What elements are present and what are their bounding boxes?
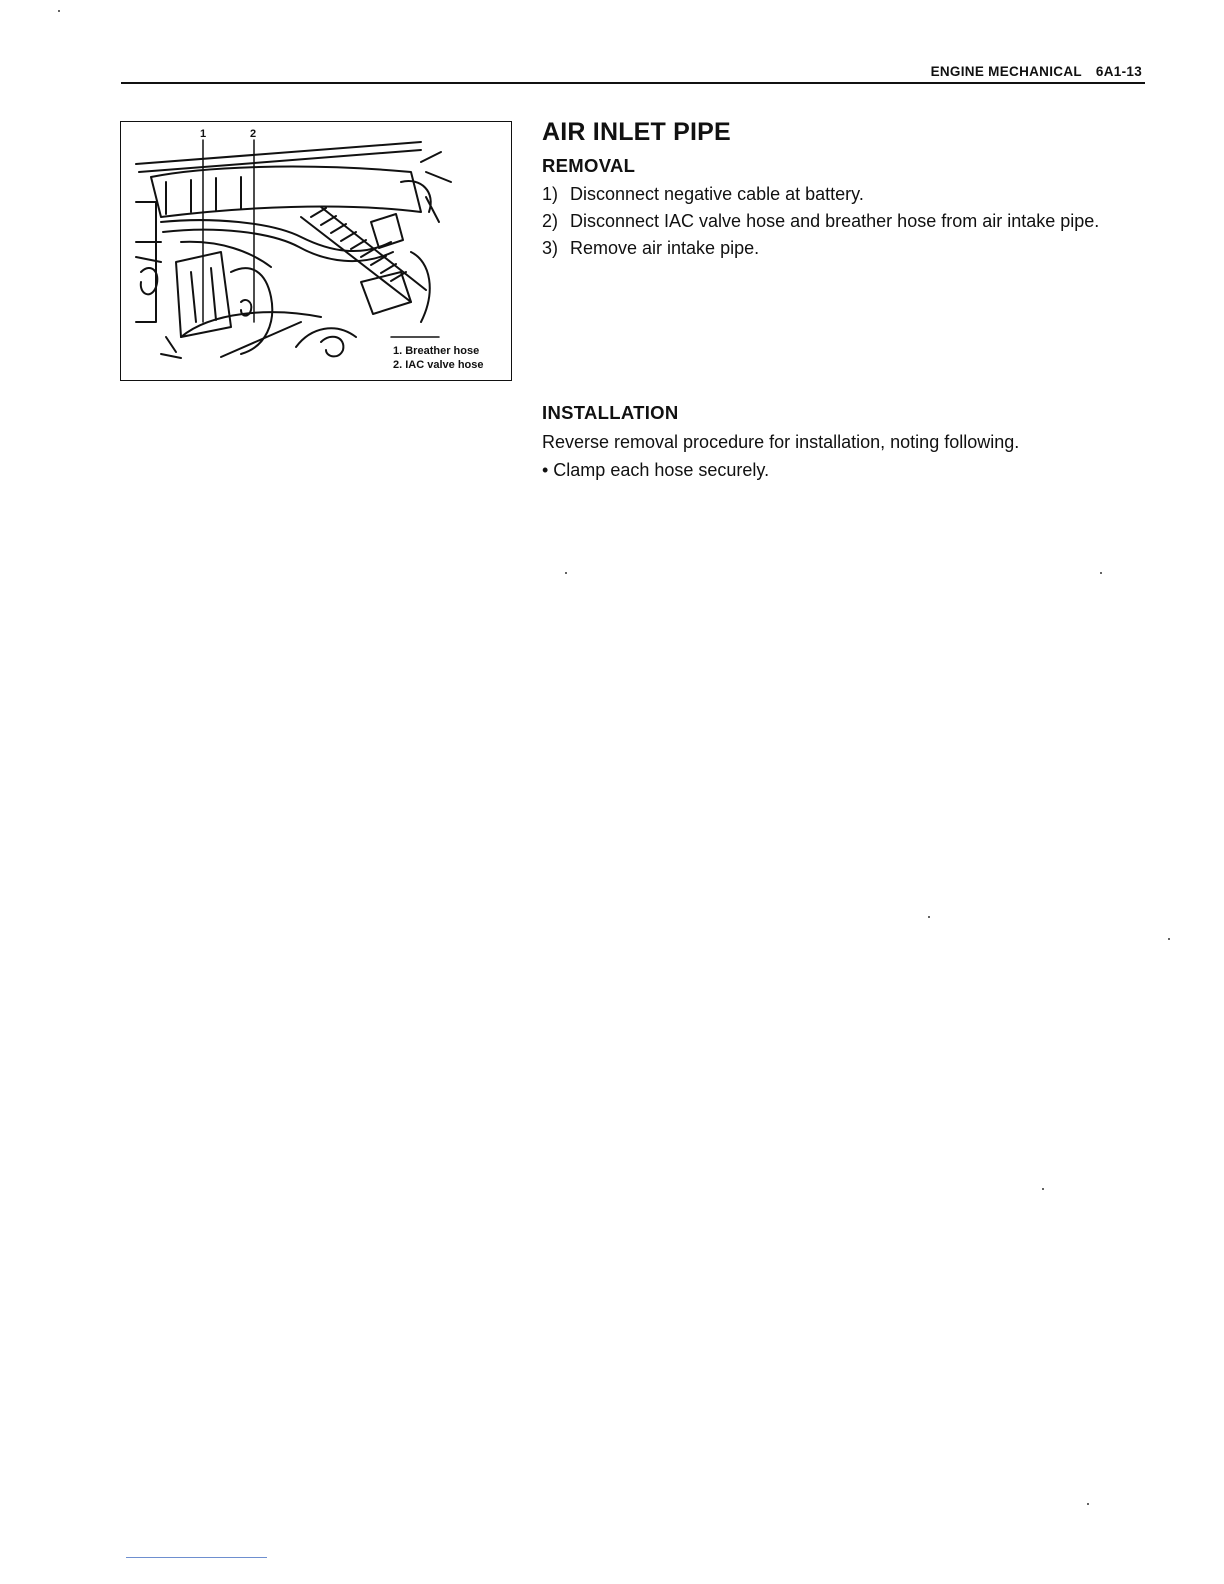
- header-rule: [121, 82, 1145, 84]
- removal-section: [542, 118, 1162, 262]
- scan-speck: [1087, 1503, 1089, 1505]
- scan-speck: [1100, 572, 1102, 574]
- page-header: [931, 64, 1142, 79]
- scan-speck: [1042, 1188, 1044, 1190]
- removal-step: 1) Disconnect negative cable at battery.: [542, 184, 864, 204]
- engine-drawing: [121, 122, 512, 381]
- engine-illustration: [120, 121, 512, 381]
- removal-heading: REMOVAL: [542, 155, 636, 176]
- legend-item-iac-valve-hose: 2. IAC valve hose: [393, 359, 484, 371]
- removal-step: 3) Remove air intake pipe.: [542, 238, 760, 258]
- page-title: AIR INLET PIPE: [542, 118, 731, 146]
- page-number: 6A1-13: [1095, 64, 1142, 79]
- scan-speck: [58, 10, 60, 12]
- installation-intro: Reverse removal procedure for installation, noting following.: [542, 432, 1020, 452]
- figure-legend: [393, 344, 484, 372]
- scan-speck: [928, 916, 930, 918]
- scan-speck: [1168, 938, 1170, 940]
- section-title: ENGINE MECHANICAL: [930, 64, 1082, 79]
- callout-2: 2: [250, 128, 257, 140]
- installation-heading: INSTALLATION: [542, 402, 679, 423]
- installation-section: [542, 402, 1162, 484]
- callout-1: 1: [200, 128, 207, 140]
- scan-speck: [565, 572, 567, 574]
- footer-rule: [126, 1557, 267, 1558]
- removal-step: 2) Disconnect IAC valve hose and breather hose from air intake pipe.: [542, 211, 1100, 231]
- legend-item-breather-hose: 1. Breather hose: [393, 345, 480, 357]
- installation-bullet: • Clamp each hose securely.: [542, 460, 770, 480]
